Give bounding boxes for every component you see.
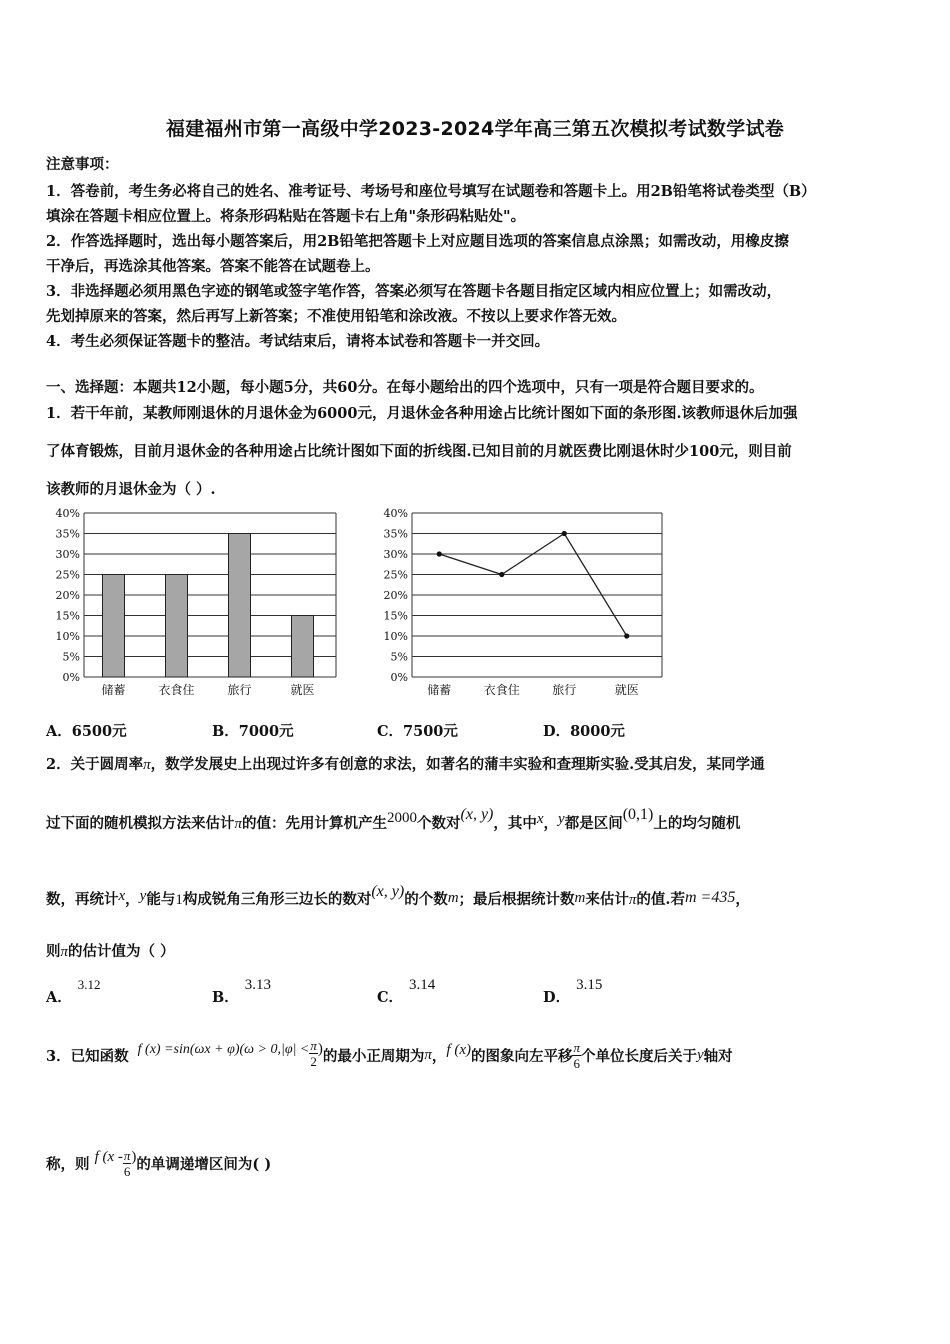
- q3-line-2: [46, 1148, 271, 1179]
- notice-line: 先划掉原来的答案，然后再写上新答案；不准使用铅笔和涂改液。不按以上要求作答无效。: [46, 308, 626, 325]
- var-m: m: [447, 890, 459, 906]
- number-1: 1: [175, 892, 183, 908]
- y-tick-label: 5%: [62, 650, 80, 664]
- numerator: π: [123, 1148, 131, 1163]
- number-2000: 2000: [387, 810, 418, 826]
- y-tick-label: 15%: [55, 609, 80, 623]
- option-label: D．: [543, 989, 571, 1006]
- fraction-pi-over-6: [572, 1040, 581, 1071]
- q1-line: 了体育锻炼，目前月退休金的各种用途占比统计图如下面的折线图.已知目前的月就医费比刚退休时少100元，则目前: [46, 443, 792, 460]
- x-tick-label: 就医: [290, 683, 315, 697]
- y-tick-label: 40%: [55, 507, 80, 520]
- q2-option-c[interactable]: [377, 977, 436, 1007]
- q2-line-4: [46, 940, 175, 961]
- q3-line-1: [46, 1040, 733, 1071]
- bar-chart: [40, 502, 350, 708]
- page-title: 福建福州市第一高级中学2023-2024学年高三第五次模拟考试数学试卷: [165, 118, 785, 140]
- denominator: 6: [123, 1164, 131, 1179]
- option-value: 3.15: [576, 977, 603, 993]
- q3-text: 称，则: [46, 1156, 90, 1173]
- notice-line: 填涂在答题卡相应位置上。将条形码粘贴在答题卡右上角"条形码粘贴处"。: [46, 208, 526, 225]
- pi-symbol: π: [424, 1047, 432, 1063]
- notice-line: 3．非选择题必须用黑色字迹的钢笔或签字笔作答，答案必须写在答题卡各题目指定区域内相应位置上；如需改动，: [46, 283, 782, 300]
- pi-symbol: π: [628, 892, 637, 908]
- var-y: y: [697, 1047, 704, 1063]
- x-tick-label: 衣食住: [483, 683, 520, 697]
- q2-text: ，: [543, 815, 559, 832]
- data-point: [499, 572, 504, 577]
- q2-text: 的估计值为（ ）: [68, 943, 175, 960]
- option-value: 3.13: [244, 977, 272, 993]
- pair-xy: (x, y): [460, 806, 494, 823]
- notice-line: 4．考生必须保证答题卡的整洁。考试结束后，请将本试卷和答题卡一并交回。: [46, 333, 550, 350]
- var-y: y: [139, 888, 147, 904]
- denominator: 6: [573, 1056, 580, 1071]
- notice-line: 2．作答选择题时，选出每小题答案后，用2B铅笔把答题卡上对应题目选项的答案信息点涂黑；如需改动，用橡皮擦: [46, 233, 789, 250]
- q2-text: 则: [46, 943, 61, 960]
- interval-0-1: (0,1): [622, 806, 654, 823]
- var-y: y: [558, 811, 565, 827]
- q2-text: 的值.若: [636, 891, 685, 908]
- denominator: 2: [310, 1054, 317, 1069]
- q2-text: 上的均匀随机: [653, 815, 741, 832]
- numerator: π: [573, 1040, 580, 1055]
- q2-option-d[interactable]: [543, 977, 603, 1007]
- q3-text: 的最小正周期为: [322, 1048, 425, 1065]
- q1-line: 该教师的月退休金为（ ）.: [46, 481, 216, 498]
- y-tick-label: 40%: [383, 507, 408, 520]
- x-tick-label: 旅行: [227, 683, 252, 697]
- y-tick-label: 35%: [383, 527, 408, 541]
- data-point: [437, 551, 442, 556]
- x-tick-label: 旅行: [552, 683, 577, 697]
- bar: [103, 575, 125, 678]
- y-tick-label: 30%: [383, 548, 408, 561]
- m-equation: m =435: [684, 889, 736, 906]
- bar: [229, 534, 251, 678]
- y-tick-label: 20%: [55, 589, 80, 602]
- q3-text: 个单位长度后关于: [581, 1048, 697, 1065]
- function-definition: f (x) =sin(ωx + φ)(ω > 0,|φ| <: [137, 1041, 310, 1057]
- q2-text: ，: [735, 891, 750, 908]
- q3-text: 的单调递增区间为( ): [136, 1156, 272, 1173]
- y-tick-label: 20%: [383, 589, 408, 602]
- var-m: m: [574, 890, 586, 906]
- q2-option-a[interactable]: [46, 977, 101, 1007]
- y-tick-label: 10%: [55, 630, 80, 643]
- function-shift: f (x -: [94, 1149, 123, 1165]
- data-point: [624, 633, 629, 638]
- var-x: x: [118, 888, 126, 904]
- pair-xy: (x, y): [371, 883, 405, 900]
- q2-line-1: [46, 753, 765, 774]
- q2-text: 构成锐角三角形三边长的数对: [182, 891, 372, 908]
- q3-text: ，: [431, 1048, 447, 1065]
- notice-line: 1．答卷前，考生务必将自己的姓名、准考证号、考场号和座位号填写在试题卷和答题卡上。用2B铅笔将试卷类型（B）: [46, 183, 816, 200]
- q3-text: 3．已知函数: [46, 1048, 129, 1065]
- y-tick-label: 35%: [55, 527, 80, 541]
- close-paren: ): [131, 1149, 137, 1165]
- q1-option-c[interactable]: C．7500元: [377, 723, 458, 740]
- function-fx: f (x): [446, 1042, 471, 1058]
- option-label: B．: [212, 989, 239, 1006]
- x-tick-label: 就医: [614, 683, 639, 697]
- q2-text: 的值：先用计算机产生: [242, 815, 388, 832]
- q1-option-d[interactable]: D．8000元: [543, 723, 625, 740]
- data-point: [562, 531, 567, 536]
- q2-line-2: [46, 806, 741, 833]
- numerator: π: [310, 1038, 317, 1053]
- q1-option-a[interactable]: A．6500元: [46, 723, 127, 740]
- q2-text: 来估计: [585, 891, 629, 908]
- y-tick-label: 0%: [390, 671, 408, 684]
- y-tick-label: 0%: [62, 671, 80, 684]
- x-tick-label: 储蓄: [427, 683, 452, 697]
- bar: [292, 616, 314, 678]
- q2-line-3: [46, 883, 750, 909]
- q2-text: 的个数: [404, 891, 448, 908]
- q2-text: 数，再统计: [46, 891, 119, 908]
- series-line: [439, 534, 627, 637]
- x-tick-label: 衣食住: [158, 683, 195, 697]
- notice-heading: 注意事项：: [46, 156, 119, 173]
- q3-text: 轴对: [703, 1048, 733, 1065]
- section-heading: 一、选择题：本题共12小题，每小题5分，共60分。在每小题给出的四个选项中，只有一项是符合题目要求的。: [46, 379, 764, 396]
- q1-line: 1．若干年前，某教师刚退休的月退休金为6000元，月退休金各种用途占比统计图如下面的条形图.该教师退休后加强: [46, 405, 798, 422]
- y-tick-label: 25%: [383, 568, 408, 582]
- y-tick-label: 25%: [55, 568, 80, 582]
- q2-text: 个数对: [417, 815, 461, 832]
- q2-text: ；最后根据统计数: [458, 891, 575, 908]
- q2-text: 过下面的随机模拟方法来估计: [46, 815, 235, 832]
- fraction-pi-over-2: [309, 1038, 318, 1069]
- q2-text: ，: [125, 891, 140, 908]
- q3-text: 的图象向左平移: [470, 1048, 573, 1065]
- option-label: C．: [377, 989, 404, 1006]
- option-value: 3.12: [77, 977, 101, 992]
- option-label: A．: [46, 989, 72, 1006]
- y-tick-label: 10%: [383, 630, 408, 643]
- y-tick-label: 5%: [390, 650, 408, 664]
- q2-text: 能与: [146, 891, 176, 908]
- option-value: 3.14: [409, 977, 436, 993]
- y-tick-label: 15%: [383, 609, 408, 623]
- var-x: x: [536, 811, 544, 827]
- q2-text: ，其中: [493, 815, 537, 832]
- close-paren: ): [317, 1041, 323, 1057]
- pi-symbol: π: [60, 944, 69, 960]
- bar: [166, 575, 188, 678]
- x-tick-label: 储蓄: [101, 683, 126, 697]
- y-tick-label: 30%: [55, 548, 80, 561]
- q2-option-b[interactable]: [212, 977, 272, 1007]
- q2-text: 2．关于圆周率: [46, 756, 144, 773]
- pi-symbol: π: [234, 816, 243, 832]
- notice-line: 干净后，再选涂其他答案。答案不能答在试题卷上。: [46, 258, 380, 275]
- fraction-pi-over-6: [123, 1148, 132, 1179]
- q2-text: ，数学发展史上出现过许多有创意的求法，如著名的蒲丰实验和查理斯实验.受其启发，某同学通: [150, 756, 765, 773]
- pi-symbol: π: [143, 757, 151, 773]
- q2-text: 都是区间: [564, 815, 623, 832]
- q1-option-b[interactable]: B．7000元: [212, 723, 294, 740]
- line-chart: [370, 502, 670, 708]
